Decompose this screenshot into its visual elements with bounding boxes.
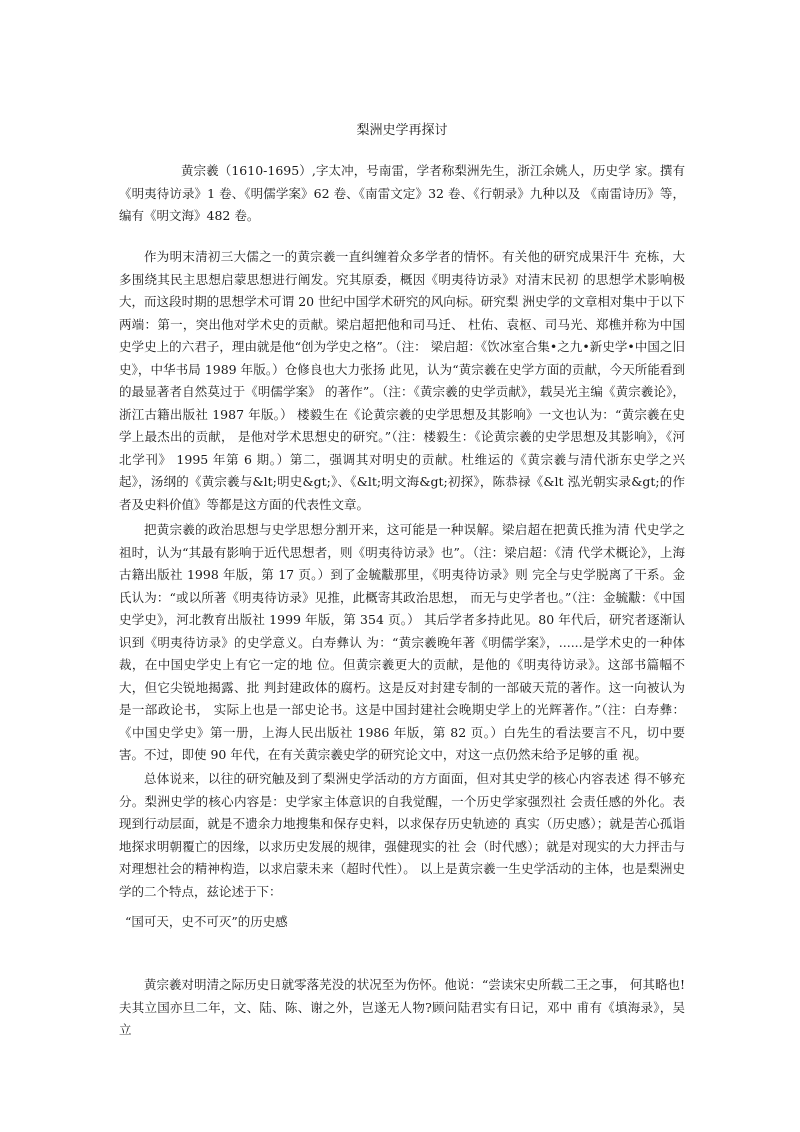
body-paragraph-4: 黄宗羲对明清之际历史日就零落芜没的状况至为伤怀。他说：“尝读宋史所载二王之事， 何其略也!夫其立国亦旦二年，文、陆、陈、谢之外，岂遂无人物?顾问陆君实有日记，邓中 甫有《填海录》，吴立 [119,977,685,1037]
document-title: 梨洲史学再探讨 [356,123,448,138]
section-subheading: “国可天，史不可灭”的历史感 [125,914,288,929]
body-paragraph-1: 作为明末清初三大儒之一的黄宗羲一直纠缠着众多学者的情怀。有关他的研究成果汗牛 充栋，大多围绕其民主思想启蒙思想进行阐发。究其原委，概因《明夷待访录》对清末民初 的思想学术影响极大，而这段时期的思想学术可谓 20 世纪中国学术研究的风向标。研究梨 洲史学的文章相对集中于以下两端：第一，突出他对学术史的贡献。梁启超把他和司马迁、 杜佑、袁枢、司马光、郑樵并称为中国史学史上的六君子，理由就是他“创为学史之格”。（注： 梁启超：《饮冰室合集•之九•新史学•中国之旧史》，中华书局 1989 年版。）仓修良也大力张扬 此见，认为“黄宗羲在史学方面的贡献，今天所能看到的最显著者自然莫过于《明儒学案》 的著作”。（注：《黄宗羲的史学贡献》，载吴光主编《黄宗羲论》，浙江古籍出版社 1987 年版。） 楼毅生在《论黄宗羲的史学思想及其影响》一文也认为：“黄宗羲在史学上最杰出的贡献， 是他对学术思想史的研究。”（注：楼毅生：《论黄宗羲的史学思想及其影响》，《河北学刊》 1995 年第 6 期。）第二，强调其对明史的贡献。杜维运的《黄宗羲与清代浙东史学之兴起》，汤纲的《黄宗羲与&lt;明史&gt;》、《&lt;明文海&gt;初探》，陈恭禄《&lt 泓光朝实录&gt;的作 者及史料价值》等都是这方面的代表性文章。 [119,249,685,512]
body-paragraph-3: 总体说来，以往的研究触及到了梨洲史学活动的方方面面，但对其史学的核心内容表述 得不够充分。梨洲史学的核心内容是：史学家主体意识的自我觉醒，一个历史学家强烈社 会责任感的外化。表现到行动层面，就是不遗余力地搜集和保存史料，以求保存历史轨迹的 真实（历史感）；就是苦心孤诣地探求明朝覆亡的因缘，以求历史发展的规律，强健现实的社 会（时代感）；就是对现实的大力抨击与对理想社会的精神构造，以求启蒙未来（超时代性）。 以上是黄宗羲一生史学活动的主体，也是梨洲史学的二个特点，兹论述于下： [119,771,685,899]
body-paragraph-2: 把黄宗羲的政治思想与史学思想分割开来，这可能是一种误解。梁启超在把黄氏推为清 代史学之祖时，认为“其最有影响于近代思想者，则《明夷待访录》也”。（注：梁启超：《清 代学术概论》，上海古籍出版社 1998 年版，第 17 页。）到了金毓黻那里，《明夷待访录》则 完全与史学脱离了干系。金氏认为：“或以所著《明夷待访录》见推，此概寄其政治思想， 而无与史学者也。”（注：金毓黻：《中国史学史》，河北教育出版社 1999 年版，第 354 页。） 其后学者多持此见。80 年代后，研究者逐渐认识到《明夷待访录》的史学意义。白寿彝认 为：“黄宗羲晚年著《明儒学案》，......是学术史的一种体裁，在中国史学史上有它一定的地 位。但黄宗羲更大的贡献，是他的《明夷待访录》。这部书篇幅不大，但它尖锐地揭露、批 判封建政体的腐朽。这是反对封建专制的一部破天荒的著作。这一向被认为是一部政论书， 实际上也是一部史论书。这是中国封建社会晚期史学上的光辉著作。”（注：白寿彝：《中国史学史》第一册，上海人民出版社 1986 年版，第 82 页。）白先生的看法要言不凡，切中要 害。不过，即使 90 年代，在有关黄宗羲史学的研究论文中，对这一点仍然未给予足够的重 视。 [119,522,685,762]
intro-paragraph: 黄宗羲（1610-1695）,字太冲，号南雷，学者称梨洲先生，浙江余姚人，历史学 家。撰有《明夷待访录》1 卷、《明儒学案》62 卷、《南雷文定》32 卷、《行朝录》九种以及 《南雷诗历》等，编有《明文海》482 卷。 [119,163,685,223]
